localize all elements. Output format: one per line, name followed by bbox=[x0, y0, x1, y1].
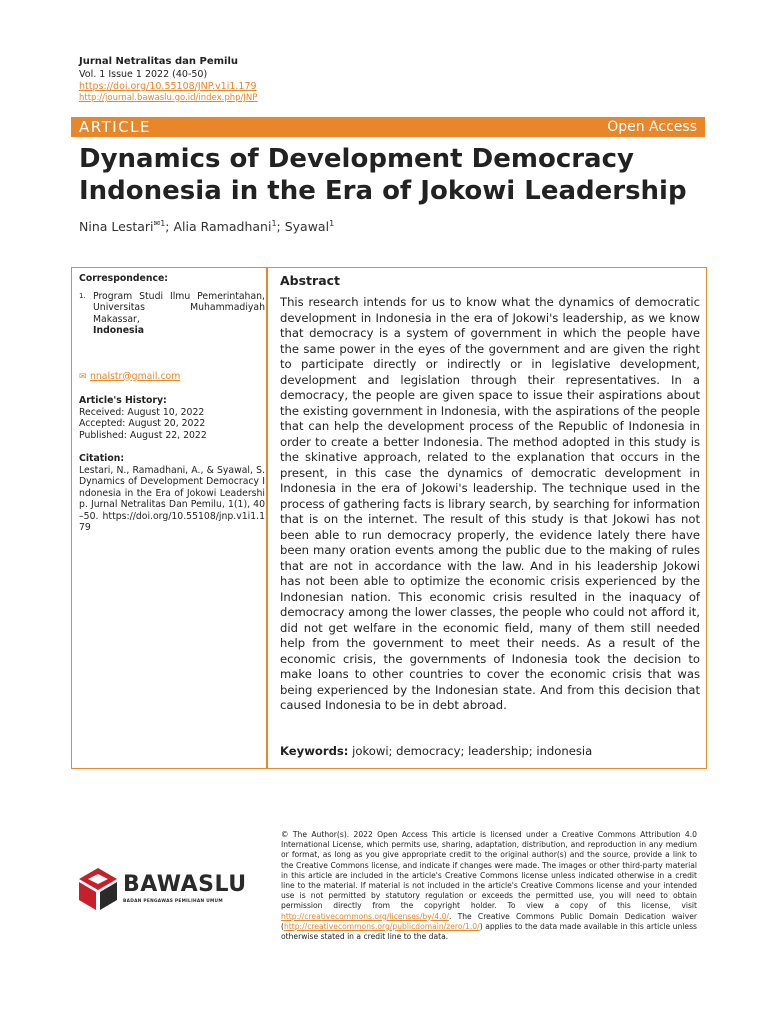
journal-url-link[interactable]: http://journal.bawaslu.go.id/index.php/JNP bbox=[79, 93, 258, 103]
affiliation-text: Program Studi Ilmu Pemerintahan, Universitas Muhammadiyah Makassar, bbox=[93, 290, 265, 325]
citation-label: Citation: bbox=[79, 453, 125, 464]
email-address: nnalstr@gmail.com bbox=[90, 370, 181, 382]
logo-name: BAWASLU bbox=[123, 872, 247, 897]
author-mark: ✉1 bbox=[153, 219, 166, 228]
author-mark: 1 bbox=[329, 219, 335, 228]
keywords-list: jokowi; democracy; leadership; indonesia bbox=[352, 744, 593, 758]
history-label: Article's History: bbox=[79, 395, 167, 406]
bawaslu-emblem-icon bbox=[77, 866, 119, 912]
article-banner bbox=[71, 117, 705, 137]
article-history bbox=[79, 395, 265, 441]
license-text: © The Author(s). 2022 Open Access This article is licensed under a Creative Commons Attribution 4.0 International License, which permits use, sharing, adaptation, distribution, and reproduction in any medium or format, as long as you give appropriate credit to the original author(s) and the source, provide a link to the Creative Commons license, and indicate if changes were made. The images or other third-party material in this article are included in the article's Creative Commons license unless indicated otherwise in a credit line to the material. If material is not included in the article's Creative Commons license and your intended use is not permitted by statutory regulation or exceeds the permitted use, you will need to obtain permission directly from the copyright holder. To view a copy of this license, visit bbox=[281, 830, 697, 911]
citation-text: Lestari, N., Ramadhani, A., & Syawal, S. Dynamics of Development Democracy Indonesia in the Era of Jokowi Leadership. Jurnal Netralitas Dan Pemilu, 1(1), 40–50. https://doi.org/10.55108/jnp.v1i1.179 bbox=[79, 464, 265, 533]
open-access-label: Open Access bbox=[607, 119, 697, 135]
doi-link[interactable]: https://doi.org/10.55108/JNP.v1i1.179 bbox=[79, 81, 257, 92]
affiliation-country: Indonesia bbox=[93, 325, 145, 336]
abstract-box bbox=[266, 267, 707, 769]
journal-name: Jurnal Netralitas dan Pemilu bbox=[79, 56, 238, 67]
journal-header bbox=[79, 55, 479, 104]
journal-volume: Vol. 1 Issue 1 2022 (40-50) bbox=[79, 69, 208, 80]
author-list: Nina Lestari$^{✉1}$; Alia Ramadhani$^1$; Syawal$^1$ bbox=[79, 219, 335, 235]
license-text-middle: . The Creative Commons Public Domain Dedication waiver ( bbox=[281, 911, 697, 931]
affiliation-number: 1. bbox=[79, 291, 86, 300]
accepted-date: Accepted: August 20, 2022 bbox=[79, 418, 206, 429]
email-link[interactable] bbox=[79, 371, 265, 384]
article-type: ARTICLE bbox=[79, 118, 151, 136]
author-name: Syawal bbox=[284, 219, 330, 235]
cc-by-link[interactable]: http://creativecommons.org/licenses/by/4.0/ bbox=[281, 911, 449, 921]
citation bbox=[79, 453, 265, 534]
license-notice bbox=[281, 830, 697, 942]
correspondence-label: Correspondence: bbox=[79, 273, 168, 284]
envelope-icon: ✉ bbox=[79, 371, 87, 382]
license-text-end: ) applies to the data made available in this article unless otherwise stated in a credit line to the data. bbox=[281, 921, 697, 942]
published-date: Published: August 22, 2022 bbox=[79, 429, 207, 441]
keywords bbox=[280, 744, 592, 758]
cc-zero-link[interactable]: http://creativecommons.org/publicdomain/zero/1.0/ bbox=[283, 921, 480, 931]
paper-title: Dynamics of Development Democracy Indonesia in the Era of Jokowi Leadership bbox=[79, 144, 687, 206]
received-date: Received: August 10, 2022 bbox=[79, 406, 205, 418]
abstract-heading: Abstract bbox=[280, 273, 341, 288]
affiliation bbox=[79, 291, 265, 337]
keywords-label: Keywords: bbox=[280, 744, 349, 758]
abstract-text: This research intends for us to know what the dynamics of democratic development in Indonesia in the era of Jokowi's leadership, as we know that democracy is a system of government in which the people have the same power in the eyes of the government and are given the right to participate directly or indirectly or in legislative development, development and legislation through their representatives. In a democracy, the people are given space to issue their aspirations about the existing government in Indonesia, with the aspirations of the people that can help the development process of the Republic of Indonesia in order to create a better Indonesia. The method adopted in this study is the skinative approach, related to the explanation that occurs in the present, in this case the dynamics of democratic development in Indonesia in the era of Jokowi's leadership. The technique used in the process of gathering facts is library search, by searching for information that is on the internet. The result of this study is that Jokowi has not been able to run democracy properly, the evidence lately there have been many oration events among the public due to the making of rules that are not in accordance with the law. And in his leadership Jokowi has not been able to optimize the economic crisis experienced by the Indonesian nation. This economic crisis resulted in the inaquacy of democracy among the lower classes, the people who could not afford it, did not get welfare in the economic field, many of them still needed help from the government to meet their needs. As a result of the economic crisis, the governments of Indonesia took the decision to make loans to other countries to cover the economic crisis that was being experienced by the Indonesian state. And from this decision that caused Indonesia to be in debt abroad. bbox=[280, 295, 700, 712]
article-info-sidebar bbox=[71, 267, 268, 769]
logo-subtitle: BADAN PENGAWAS PEMILIHAN UMUM bbox=[123, 899, 223, 904]
author-name: Alia Ramadhani bbox=[173, 219, 272, 235]
bawaslu-logo bbox=[77, 866, 247, 916]
author-mark: 1 bbox=[271, 219, 277, 228]
author-name: Nina Lestari bbox=[79, 219, 154, 235]
